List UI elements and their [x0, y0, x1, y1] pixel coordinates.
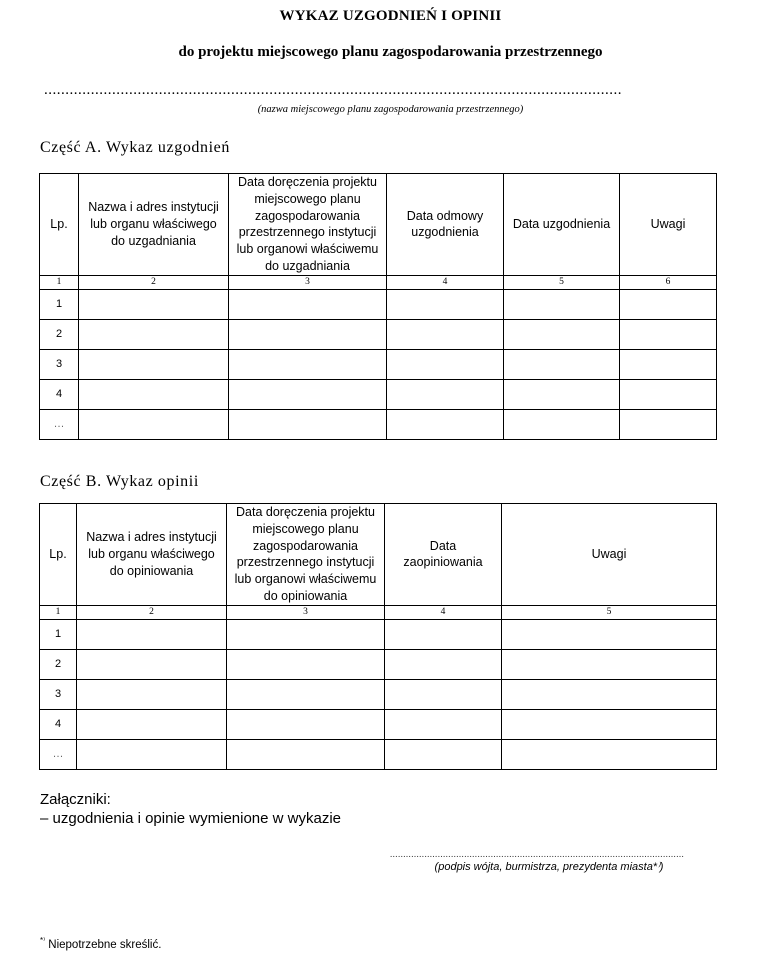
column-number-row	[40, 605, 717, 619]
column-header-remarks: Uwagi	[502, 504, 717, 606]
column-number: 3	[227, 605, 385, 619]
table-cell[interactable]	[502, 619, 717, 649]
document-subtitle: do projektu miejscowego planu zagospodarowania przestrzennego	[178, 44, 603, 60]
table-cell[interactable]	[229, 379, 387, 409]
table-cell[interactable]	[502, 709, 717, 739]
table-cell[interactable]	[229, 289, 387, 319]
column-number: 2	[79, 275, 229, 289]
row-number: 3	[40, 679, 77, 709]
column-header-agreement-date: Data uzgodnienia	[504, 174, 620, 276]
table-cell[interactable]	[79, 409, 229, 439]
table-cell[interactable]	[79, 289, 229, 319]
table-header-row	[40, 174, 717, 276]
column-number: 6	[620, 275, 717, 289]
column-header-delivery-date: Data doręczenia projektu miejscowego planu zagospodarowania przestrzennego instytucji lub organowi właściwemu do opiniowania	[227, 504, 385, 606]
table-row	[40, 709, 717, 739]
table-cell[interactable]	[502, 739, 717, 769]
table-cell[interactable]	[385, 649, 502, 679]
signature-line: ...............................................................................................................	[390, 849, 685, 859]
table-cell[interactable]	[387, 319, 504, 349]
column-header-institution: Nazwa i adres instytucji lub organu właściwego do opiniowania	[77, 504, 227, 606]
footnote	[40, 936, 161, 951]
footnote-text: Niepotrzebne skreślić.	[48, 938, 162, 951]
row-number: …	[40, 409, 79, 439]
part-b-table	[39, 503, 717, 770]
table-cell[interactable]	[620, 379, 717, 409]
column-number: 5	[502, 605, 717, 619]
column-number: 3	[229, 275, 387, 289]
part-b-heading: Część B. Wykaz opinii	[40, 473, 199, 490]
table-cell[interactable]	[385, 679, 502, 709]
table-header-row	[40, 504, 717, 606]
table-cell[interactable]	[227, 649, 385, 679]
table-cell[interactable]	[504, 289, 620, 319]
table-cell[interactable]	[229, 409, 387, 439]
table-cell[interactable]	[504, 349, 620, 379]
table-row	[40, 649, 717, 679]
signature-caption: (podpis wójta, burmistrza, prezydenta miasta*⁾)	[434, 861, 664, 873]
table-cell[interactable]	[387, 379, 504, 409]
plan-name-caption: (nazwa miejscowego planu zagospodarowania przestrzennego)	[257, 104, 524, 115]
attachments-label: Załączniki:	[40, 791, 111, 808]
table-cell[interactable]	[387, 289, 504, 319]
table-cell[interactable]	[227, 619, 385, 649]
table-row	[40, 739, 717, 769]
column-number: 1	[40, 605, 77, 619]
column-header-refusal-date: Data odmowy uzgodnienia	[387, 174, 504, 276]
table-cell[interactable]	[504, 319, 620, 349]
row-number: …	[40, 739, 77, 769]
column-number: 2	[77, 605, 227, 619]
column-number: 4	[387, 275, 504, 289]
column-header-lp: Lp.	[40, 174, 79, 276]
table-cell[interactable]	[385, 709, 502, 739]
table-cell[interactable]	[385, 739, 502, 769]
row-number: 3	[40, 349, 79, 379]
column-header-lp: Lp.	[40, 504, 77, 606]
column-number: 1	[40, 275, 79, 289]
column-header-remarks: Uwagi	[620, 174, 717, 276]
table-cell[interactable]	[620, 349, 717, 379]
table-cell[interactable]	[79, 349, 229, 379]
part-a-table	[39, 173, 717, 440]
table-cell[interactable]	[77, 619, 227, 649]
table-cell[interactable]	[227, 679, 385, 709]
table-cell[interactable]	[229, 349, 387, 379]
table-cell[interactable]	[79, 379, 229, 409]
table-row	[40, 619, 717, 649]
column-number-row	[40, 275, 717, 289]
attachments-item: – uzgodnienia i opinie wymienione w wykazie	[40, 810, 342, 827]
table-row	[40, 679, 717, 709]
column-header-opinion-date: Data zaopiniowania	[385, 504, 502, 606]
table-cell[interactable]	[504, 409, 620, 439]
table-cell[interactable]	[620, 319, 717, 349]
table-cell[interactable]	[620, 289, 717, 319]
table-cell[interactable]	[229, 319, 387, 349]
table-cell[interactable]	[227, 709, 385, 739]
table-cell[interactable]	[502, 679, 717, 709]
table-cell[interactable]	[77, 739, 227, 769]
table-cell[interactable]	[77, 709, 227, 739]
table-cell[interactable]	[227, 739, 385, 769]
row-number: 1	[40, 619, 77, 649]
row-number: 4	[40, 379, 79, 409]
document-title: WYKAZ UZGODNIEŃ I OPINII	[279, 8, 502, 24]
table-cell[interactable]	[77, 649, 227, 679]
column-number: 5	[504, 275, 620, 289]
table-row	[40, 409, 717, 439]
table-cell[interactable]	[387, 409, 504, 439]
table-row	[40, 379, 717, 409]
column-header-institution: Nazwa i adres instytucji lub organu właściwego do uzgadniania	[79, 174, 229, 276]
column-number: 4	[385, 605, 502, 619]
table-row	[40, 349, 717, 379]
table-cell[interactable]	[387, 349, 504, 379]
table-cell[interactable]	[504, 379, 620, 409]
footnote-marker: *⁾	[40, 936, 46, 945]
column-header-delivery-date: Data doręczenia projektu miejscowego planu zagospodarowania przestrzennego instytucji lub organowi właściwemu do uzgadniania	[229, 174, 387, 276]
plan-name-line: ........................................................................................................................................	[44, 82, 622, 98]
row-number: 2	[40, 649, 77, 679]
row-number: 4	[40, 709, 77, 739]
row-number: 2	[40, 319, 79, 349]
table-cell[interactable]	[79, 319, 229, 349]
table-row	[40, 289, 717, 319]
part-a-heading: Część A. Wykaz uzgodnień	[40, 139, 230, 156]
table-row	[40, 319, 717, 349]
table-cell[interactable]	[385, 619, 502, 649]
table-cell[interactable]	[620, 409, 717, 439]
table-cell[interactable]	[502, 649, 717, 679]
table-cell[interactable]	[77, 679, 227, 709]
row-number: 1	[40, 289, 79, 319]
